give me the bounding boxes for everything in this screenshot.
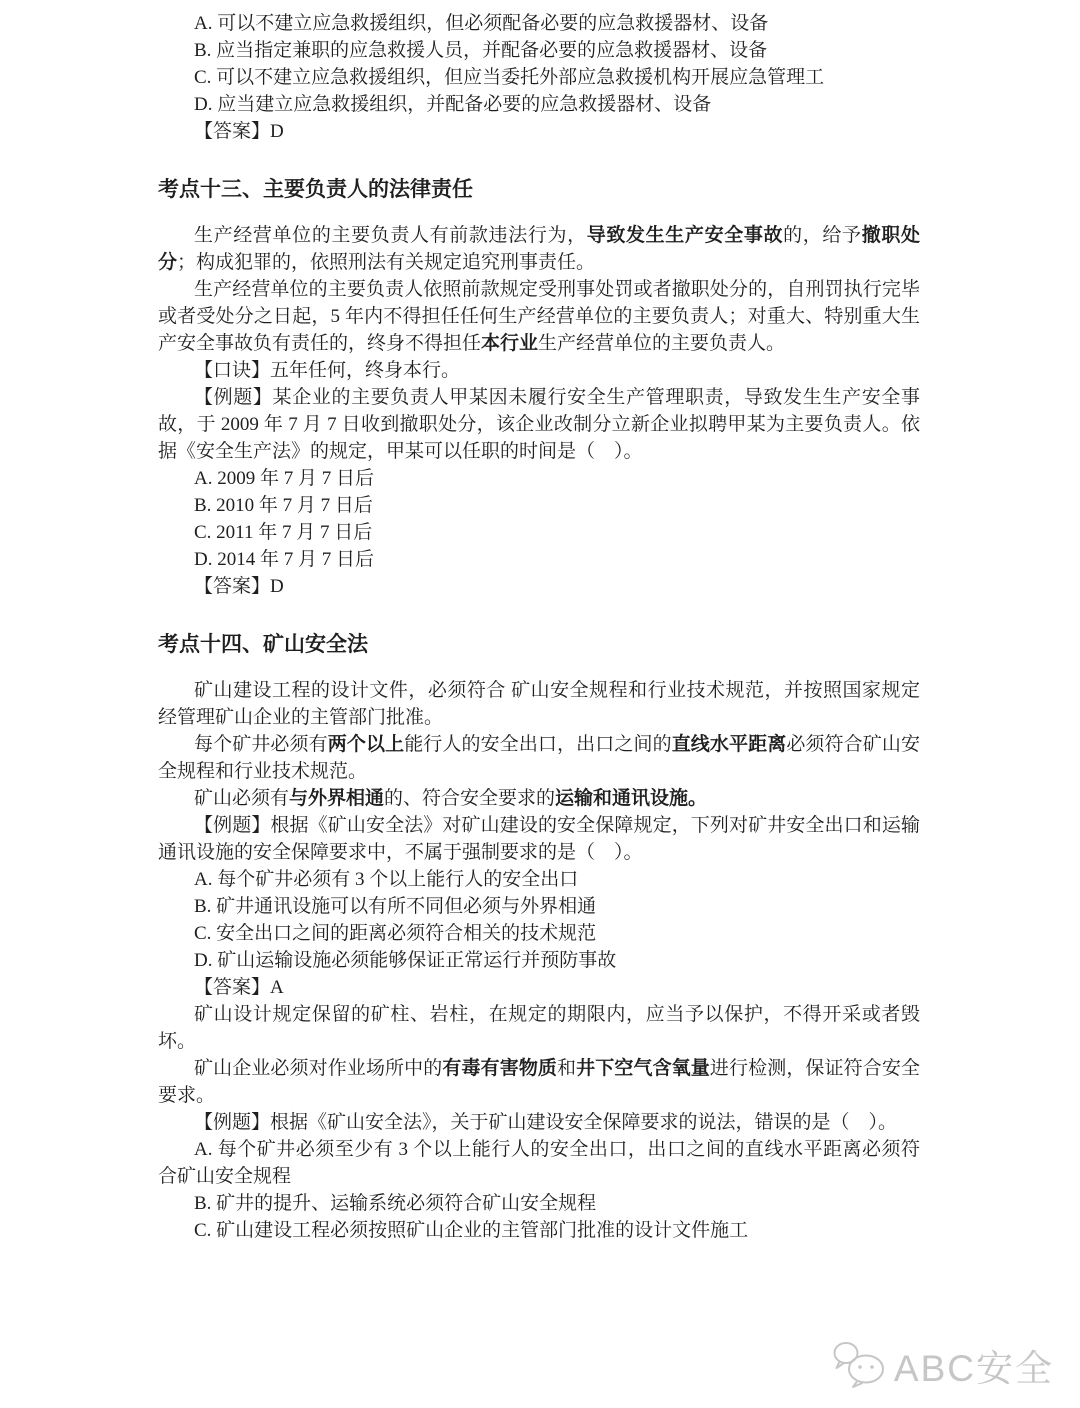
text-segment: 考点十四、矿山安全法 [158,633,368,656]
option-line [158,947,920,974]
text-segment: 矿山企业必须对作业场所中的 [194,1058,443,1079]
option-line [158,1190,920,1217]
bold-text-segment: 与外界相通 [289,788,385,809]
text-segment: A. 每个矿井必须至少有 3 个以上能行人的安全出口，出口之间的直线水平距离必须符合矿山安全规程 [158,1139,920,1187]
text-segment: 的，给予 [783,225,862,246]
body-paragraph [158,731,920,785]
bold-text-segment: 导致发生生产安全事故 [586,225,784,246]
text-segment: 进行检测，保证符合安全要求。 [158,1058,920,1106]
option-line [158,866,920,893]
option-line [158,1136,920,1190]
watermark [831,1338,1054,1392]
bold-text-segment: 两个以上 [327,734,405,755]
text-segment: 生产经营单位的主要负责人依照前款规定受刑事处罚或者撤职处分的，自刑罚执行完毕或者受处分之日起，5 年内不得担任任何生产经营单位的主要负责人；对重大、特别重大生产安全事故负有责任的，终身不得担任 [158,279,920,354]
text-segment: 的、符合安全要求的 [384,788,556,809]
text-segment: 矿山建设工程的设计文件，必须符合 矿山安全规程和行业技术规范，并按照国家规定经管理矿山企业的主管部门批准。 [158,680,920,728]
text-segment: 每个矿井必须有 [194,734,328,755]
section-heading [158,631,920,659]
text-segment: C. 可以不建立应急救援组织，但应当委托外部应急救援机构开展应急管理工 [194,67,825,88]
body-paragraph [158,384,920,465]
text-segment: 【例题】根据《矿山安全法》，关于矿山建设安全保障要求的说法，错误的是（ ）。 [194,1112,898,1133]
option-line [158,64,920,91]
bold-text-segment: 有毒有害物质 [442,1058,558,1079]
text-segment: 生产经营单位的主要负责人。 [538,333,786,354]
text-segment: A. 2009 年 7 月 7 日后 [194,468,374,489]
text-segment: C. 矿山建设工程必须按照矿山企业的主管部门批准的设计文件施工 [194,1220,749,1241]
text-segment: ；构成犯罪的，依照刑法有关规定追究刑事责任。 [177,252,596,273]
text-segment: D. 2014 年 7 月 7 日后 [194,549,374,570]
text-segment: B. 矿井的提升、运输系统必须符合矿山安全规程 [194,1193,597,1214]
bold-text-segment: 运输和通讯设施。 [555,788,708,809]
body-paragraph [158,276,920,357]
text-segment: 必须符合矿山安全规程和行业技术规范。 [158,734,920,782]
body-paragraph [158,1055,920,1109]
text-segment: B. 2010 年 7 月 7 日后 [194,495,373,516]
text-segment: 【例题】某企业的主要负责人甲某因未履行安全生产管理职责，导致发生生产安全事故，于 2009 年 7 月 7 日收到撤职处分，该企业改制分立新企业拟聘甲某为主要负责人。依据《安全生产法》的规定，甲某可以任职的时间是（ ）。 [158,387,920,462]
text-segment: 生产经营单位的主要负责人有前款违法行为， [194,225,587,246]
answer-line [158,974,920,1001]
text-segment: 考点十三、主要负责人的法律责任 [158,178,473,201]
body-paragraph [158,222,920,276]
watermark-label: ABC安全 [893,1348,1054,1389]
body-paragraph [158,785,920,812]
option-line [158,10,920,37]
text-segment: 【答案】A [194,977,284,998]
body-paragraph [158,1001,920,1055]
text-segment: 能行人的安全出口，出口之间的 [404,734,672,755]
body-paragraph [158,677,920,731]
answer-line [158,573,920,600]
bold-text-segment: 本行业 [481,333,539,354]
text-segment: 【例题】根据《矿山安全法》对矿山建设的安全保障规定，下列对矿井安全出口和运输通讯设施的安全保障要求中，不属于强制要求的是（ ）。 [158,815,920,863]
wechat-icon [831,1340,887,1390]
section-heading [158,176,920,204]
text-segment: C. 安全出口之间的距离必须符合相关的技术规范 [194,923,597,944]
text-segment: D. 应当建立应急救援组织，并配备必要的应急救援器材、设备 [194,94,712,115]
text-segment: 矿山设计规定保留的矿柱、岩柱，在规定的期限内，应当予以保护，不得开采或者毁坏。 [158,1004,920,1052]
option-line [158,1217,920,1244]
text-segment: A. 每个矿井必须有 3 个以上能行人的安全出口 [194,869,579,890]
body-paragraph [158,357,920,384]
option-line [158,37,920,64]
text-segment: B. 矿井通讯设施可以有所不同但必须与外界相通 [194,896,597,917]
text-segment: D. 矿山运输设施必须能够保证正常运行并预防事故 [194,950,617,971]
option-line [158,546,920,573]
text-segment: 【答案】D [194,121,284,142]
option-line [158,465,920,492]
text-segment: A. 可以不建立应急救援组织，但必须配备必要的应急救援器材、设备 [194,13,769,34]
bold-text-segment: 撤职处分 [158,225,920,273]
option-line [158,519,920,546]
text-segment: 【答案】D [194,576,284,597]
answer-line [158,118,920,145]
option-line [158,920,920,947]
body-paragraph [158,1109,920,1136]
document-body [158,10,920,1244]
text-segment: B. 应当指定兼职的应急救援人员，并配备必要的应急救援器材、设备 [194,40,768,61]
body-paragraph [158,812,920,866]
option-line [158,91,920,118]
text-segment: 矿山必须有 [194,788,290,809]
bold-text-segment: 直线水平距离 [671,734,787,755]
text-segment: 【口诀】五年任何，终身本行。 [194,360,461,381]
option-line [158,893,920,920]
bold-text-segment: 井下空气含氧量 [576,1058,710,1079]
option-line [158,492,920,519]
text-segment: 和 [557,1058,577,1079]
text-segment: C. 2011 年 7 月 7 日后 [194,522,373,543]
